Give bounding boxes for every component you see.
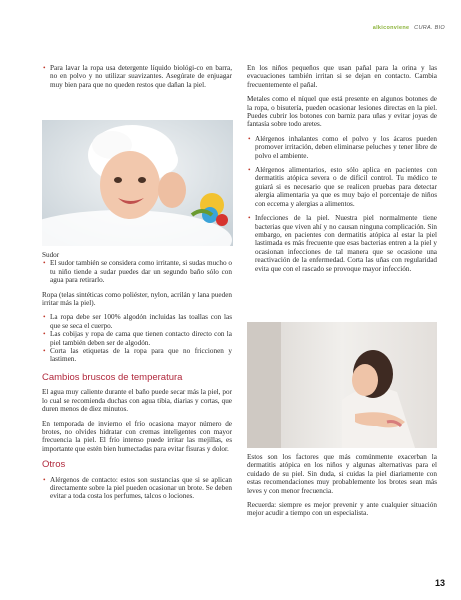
laundry-tip: • Para lavar la ropa usa detergente líquido biológi-co en barra, no en polvo y no utilizar suavizantes. Asegúrate de enjuagar muy bien para que no queden restos que dañan la piel. (42, 64, 232, 89)
skin-infections-tip: • Infecciones de la piel. Nuestra piel normalmente tiene bacterias que viven ahí y no causan ninguna complicación. Sin embargo, en pacientes con dermatitis atópica al estar la piel lastimada es más frecuente que esas bacterias entren a la piel y ocasionan infecciones de tal manera que se ocasione una reactivación de la enfermedad. Corta las uñas con regularidad evita que con el rascado se provoque mayor infección. (247, 214, 437, 273)
metals-paragraph: Metales como el níquel que está presente en algunos botones de la ropa, o bisutería, pueden ocasionar lesiones directas en la piel. Puedes cubrir los botones con barniz para uñas y evitar joyas de fantasía sobre todo aretes. (247, 95, 437, 129)
page-header (373, 25, 445, 31)
sudor-title: Sudor (42, 251, 60, 259)
diaper-paragraph: En los niños pequeños que usan pañal para la orina y las evacuaciones también irritan si se dejan en contacto. Cambia frecuentemente el pañal. (247, 64, 437, 89)
brand-subtitle: CURA. BIO (414, 25, 445, 31)
inhalant-allergens-tip: • Alérgenos inhalantes como el polvo y los ácaros pueden promover irritación, deben eliminarse peluches y tener libre de polvo el ambiente. (247, 135, 437, 160)
bedding-tip: • Las cobijas y ropa de cama que tienen contacto directo con la piel también deben ser de algodón. (42, 330, 232, 347)
summary-paragraph: Estos son los factores que más comúnmente exacerban la dermatitis atópica en los niños y algunas alternativas para el cuidado de su piel. Sin duda, si cuidas la piel diariamente con estas recomendaciones muy probablemente los brotes sean más leves y con menor frecuencia. (247, 453, 437, 495)
cotton-clothes-tip: • La ropa debe ser 100% algodón incluidas las toallas con las que se seca el cuerpo. (42, 313, 232, 330)
others-heading: Otros (42, 459, 66, 471)
page-number: 13 (434, 578, 445, 588)
girl-scratching-photo (247, 322, 437, 448)
girl-scratching-illustration (247, 322, 437, 448)
brand-logo: alkiconviene (372, 25, 410, 31)
clothes-paragraph: Ropa (telas sintéticas como poliéster, nylon, acrilán y lana pueden irritar más la piel). (42, 290, 232, 308)
left-column-bottom (42, 251, 232, 507)
reminder-paragraph: Recuerda: siempre es mejor prevenir y ante cualquier situación mejor acudir a tiempo con un especialista. (247, 501, 437, 518)
child-bath-illustration (42, 120, 233, 246)
right-column-bottom (247, 453, 437, 524)
temperature-heading: Cambios bruscos de temperatura (42, 371, 183, 383)
food-allergens-tip: • Alérgenos alimentarios, esto sólo aplica en pacientes con dermatitis atópica severa o de difícil control. Tu médico te guiará si es necesario que se realicen pruebas para detectar alergia alimentaria ya que es muy bajo el porcentaje de niños con eccema y alergias a alimentos. (247, 166, 437, 208)
child-bath-photo (42, 120, 233, 246)
right-column-top (247, 64, 437, 279)
hot-water-paragraph: El agua muy caliente durante el baño puede secar más la piel, por lo cual se recomienda duchas con agua tibia, diarias y cortas, que duren menos de diez minutos. (42, 388, 232, 414)
left-column-top (42, 64, 232, 95)
sweat-tip: • El sudor también se considera como irritante, si sudas mucho o tu niño tiende a sudar puedes dar un segundo baño sólo con agua para retirarlo. (42, 259, 232, 284)
labels-tip: • Corta las etiquetas de la ropa para que no friccionen y lastimen. (42, 347, 232, 364)
winter-paragraph: En temporada de invierno el frío ocasiona mayor número de brotes, no olvides hidratar con cremas inteligentes con mayor frecuencia la piel. El frío intenso puede irritar las mejillas, es importante que estén bien humectadas para evitar fisuras y dolor. (42, 419, 232, 453)
contact-allergens-tip: • Alérgenos de contacto: estos son sustancias que si se aplican directamente sobre la piel pueden ocasionar un brote. Se deben evitar a toda costa los perfumes, talcos o lociones. (42, 476, 232, 501)
